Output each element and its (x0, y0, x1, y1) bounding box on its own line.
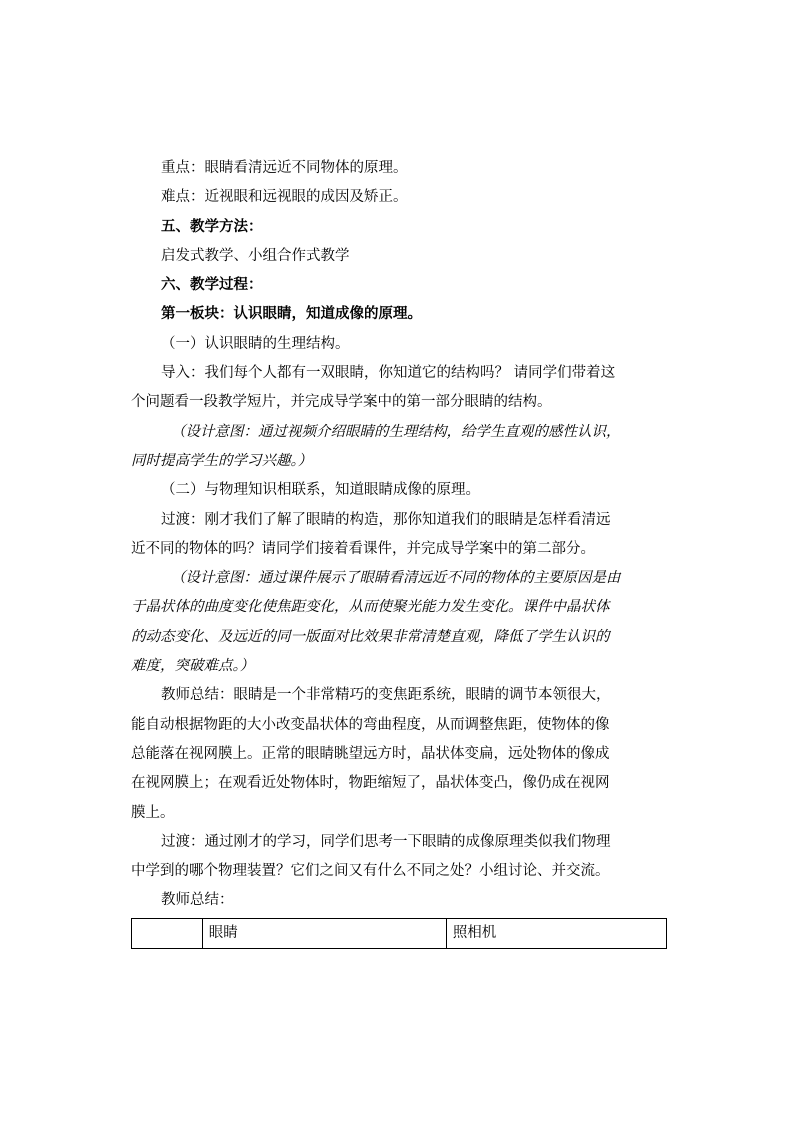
table-cell (132, 918, 203, 948)
summary-line: 在视网膜上；在观看近处物体时，物距缩短了，晶状体变凸，像仍成在视网 (131, 775, 610, 792)
transition-line: 过渡：通过刚才的学习，同学们思考一下眼睛的成像原理类似我们物理 (161, 833, 611, 850)
table-cell: 眼睛 (202, 918, 446, 948)
subsection-1: （一）认识眼睛的生理结构。 (161, 335, 350, 352)
section6-heading: 六、教学过程： (161, 277, 263, 294)
design-intent-line: 难度，突破难点。） (131, 658, 255, 675)
summary-heading: 教师总结： (161, 892, 234, 909)
table-row (132, 918, 667, 948)
section5-heading: 五、教学方法： (161, 218, 263, 235)
design-intent-line: （设计意图：通过视频介绍眼睛的生理结构，给学生直观的感性认识， (171, 423, 621, 440)
design-intent-line: 于晶状体的曲度变化使焦距变化，从而使聚光能力发生变化。课件中晶状体 (131, 599, 610, 616)
transition-line: 过渡：刚才我们了解了眼睛的构造，那你知道我们的眼睛是怎样看清远 (161, 511, 611, 528)
design-intent-line: （设计意图：通过课件展示了眼睛看清远近不同的物体的主要原因是由 (171, 570, 621, 587)
key-point: 重点：眼睛看清远近不同物体的原理。 (161, 160, 408, 176)
summary-line: 能自动根据物距的大小改变晶状体的弯曲程度，从而调整焦距，使物体的像 (131, 716, 610, 733)
table-cell: 照相机 (446, 918, 666, 948)
design-intent-line: 的动态变化、及远近的同一版面对比效果非常清楚直观，降低了学生认识的 (131, 628, 610, 645)
transition-line: 中学到的哪个物理装置？它们之间又有什么不同之处？小组讨论、并交流。 (131, 863, 610, 880)
comparison-table (131, 918, 667, 949)
difficulty: 难点：近视眼和远视眼的成因及矫正。 (161, 189, 408, 206)
subsection-2: （二）与物理知识相联系，知道眼睛成像的原理。 (161, 482, 480, 499)
transition-line: 近不同的物体的吗？请同学们接着看课件，并完成导学案中的第二部分。 (131, 540, 595, 557)
block1-heading: 第一板块：认识眼睛，知道成像的原理。 (161, 306, 422, 323)
section5-text: 启发式教学、小组合作式教学 (161, 247, 350, 264)
summary-line: 总能落在视网膜上。正常的眼睛眺望远方时，晶状体变扁，远处物体的像成 (131, 745, 610, 762)
intro-line: 个问题看一段教学短片，并完成导学案中的第一部分眼睛的结构。 (131, 394, 552, 411)
summary-line: 教师总结：眼睛是一个非常精巧的变焦距系统，眼睛的调节本领很大， (161, 687, 611, 704)
intro-line: 导入：我们每个人都有一双眼睛，你知道它的结构吗？ 请同学们带着这 (161, 365, 616, 382)
design-intent-line: 同时提高学生的学习兴趣。） (131, 452, 313, 469)
document-body (131, 154, 667, 949)
summary-line: 膜上。 (131, 804, 175, 821)
